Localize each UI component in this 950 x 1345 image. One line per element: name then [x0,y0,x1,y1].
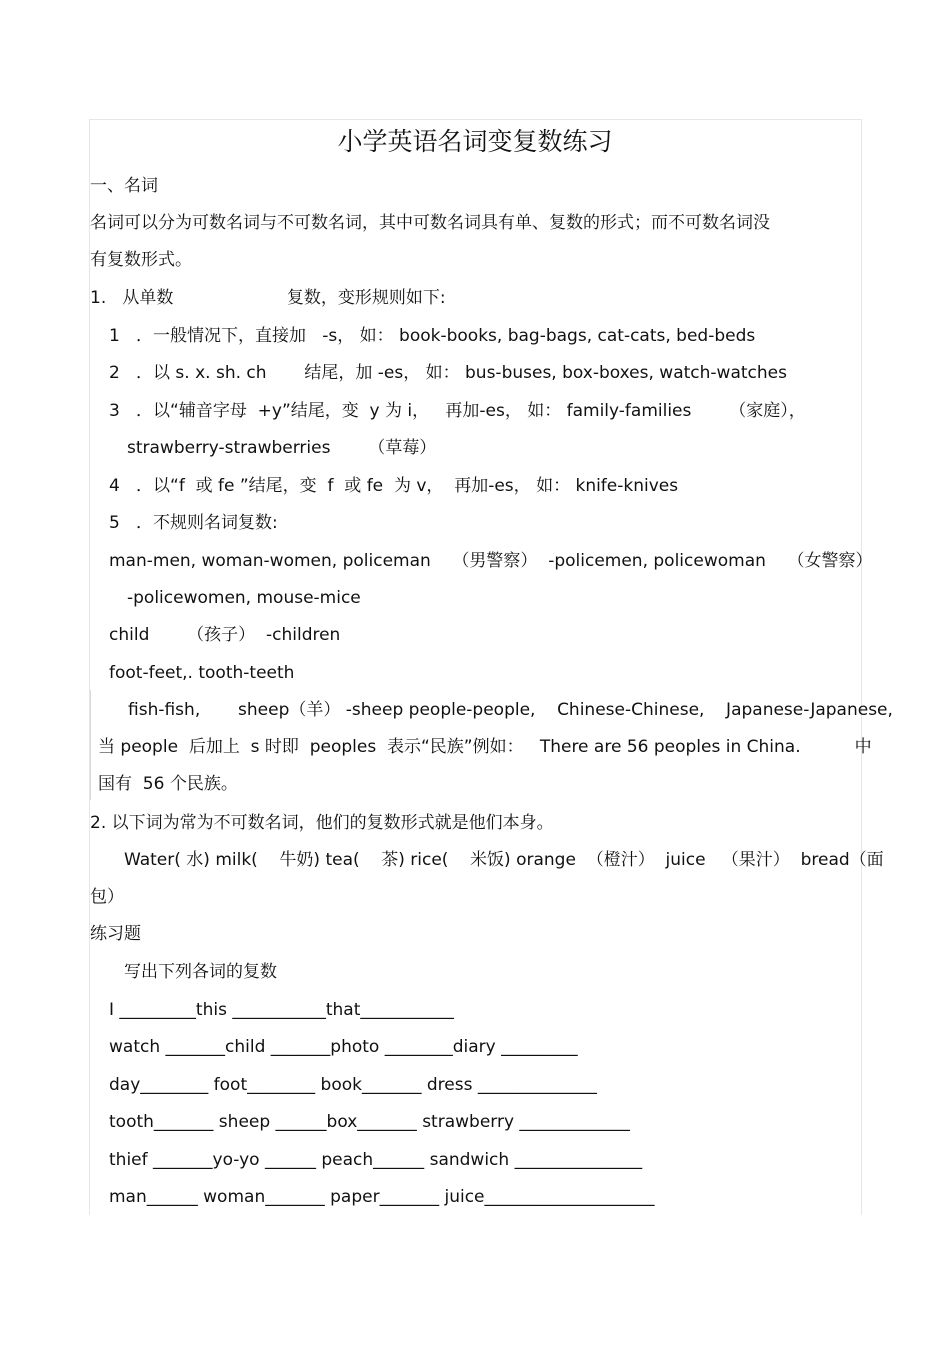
note-line: 当 people 后加上 s 时即 peoples 表示“民族”例如： There are 56 peoples in China. 中 [98,737,872,757]
uncountable-heading: 2. 以下词为常为不可数名词，他们的复数形式就是他们本身。 [90,813,554,833]
margin-bracket [90,690,98,800]
section-heading: 一、名词 [90,176,158,196]
rule-item-continuation: strawberry-strawberries （草莓） [127,438,437,458]
exercise-row: day________ foot________ book_______ dress ______________ [109,1075,597,1095]
rule-item: 5 ．不规则名词复数: [109,513,278,533]
irregular-list: foot-feet,. tooth-teeth [109,663,295,683]
irregular-list: fish-fish, sheep（羊） -sheep people-people, Chinese-Chinese, Japanese-Japanese, [128,700,893,720]
paragraph-line: 名词可以分为可数名词与不可数名词，其中可数名词具有单、复数的形式；而不可数名词没 [90,213,770,233]
irregular-list: child （孩子） -children [109,625,341,645]
page-title: 小学英语名词变复数练习 [337,127,613,156]
rule-item: 4 ．以“f 或 fe ”结尾，变 f 或 fe 为 v， 再加-es， 如： knife-knives [109,476,679,496]
paragraph-line: 有复数形式。 [90,250,192,270]
exercise-instruction: 写出下列各词的复数 [124,962,277,982]
exercise-row: tooth_______ sheep ______box_______ strawberry _____________ [109,1112,630,1132]
irregular-list-continuation: -policewomen, mouse-mice [127,588,361,608]
rule-item: 1 ．一般情况下，直接加 -s， 如： book-books, bag-bags, cat-cats, bed-beds [109,326,756,346]
note-line: 国有 56 个民族。 [98,774,238,794]
exercise-row: I _________this ___________that___________ [109,1000,454,1020]
uncountable-list-continuation: 包） [90,887,124,907]
uncountable-list: Water( 水) milk( 牛奶) tea( 茶) rice( 米饭) orange （橙汁） juice （果汁） bread（面 [124,850,884,870]
rule-item: 2 ．以 s. x. sh. ch 结尾，加 -es， 如： bus-buses, box-boxes, watch-watches [109,363,787,383]
irregular-list: man-men, woman-women, policeman （男警察） -policemen, policewoman （女警察） [109,551,873,571]
exercise-row: watch _______child _______photo ________diary _________ [109,1037,578,1057]
exercise-row: thief _______yo-yo ______ peach______ sandwich _______________ [109,1150,643,1170]
exercise-heading: 练习题 [90,924,141,944]
rule-item: 3 ．以“辅音字母 +y”结尾，变 y 为 i， 再加-es， 如： family-families （家庭）， [109,401,806,421]
rule-heading: 1. 从单数 复数，变形规则如下: [90,288,446,308]
exercise-row: man______ woman_______ paper_______ juice____________________ [109,1187,655,1207]
